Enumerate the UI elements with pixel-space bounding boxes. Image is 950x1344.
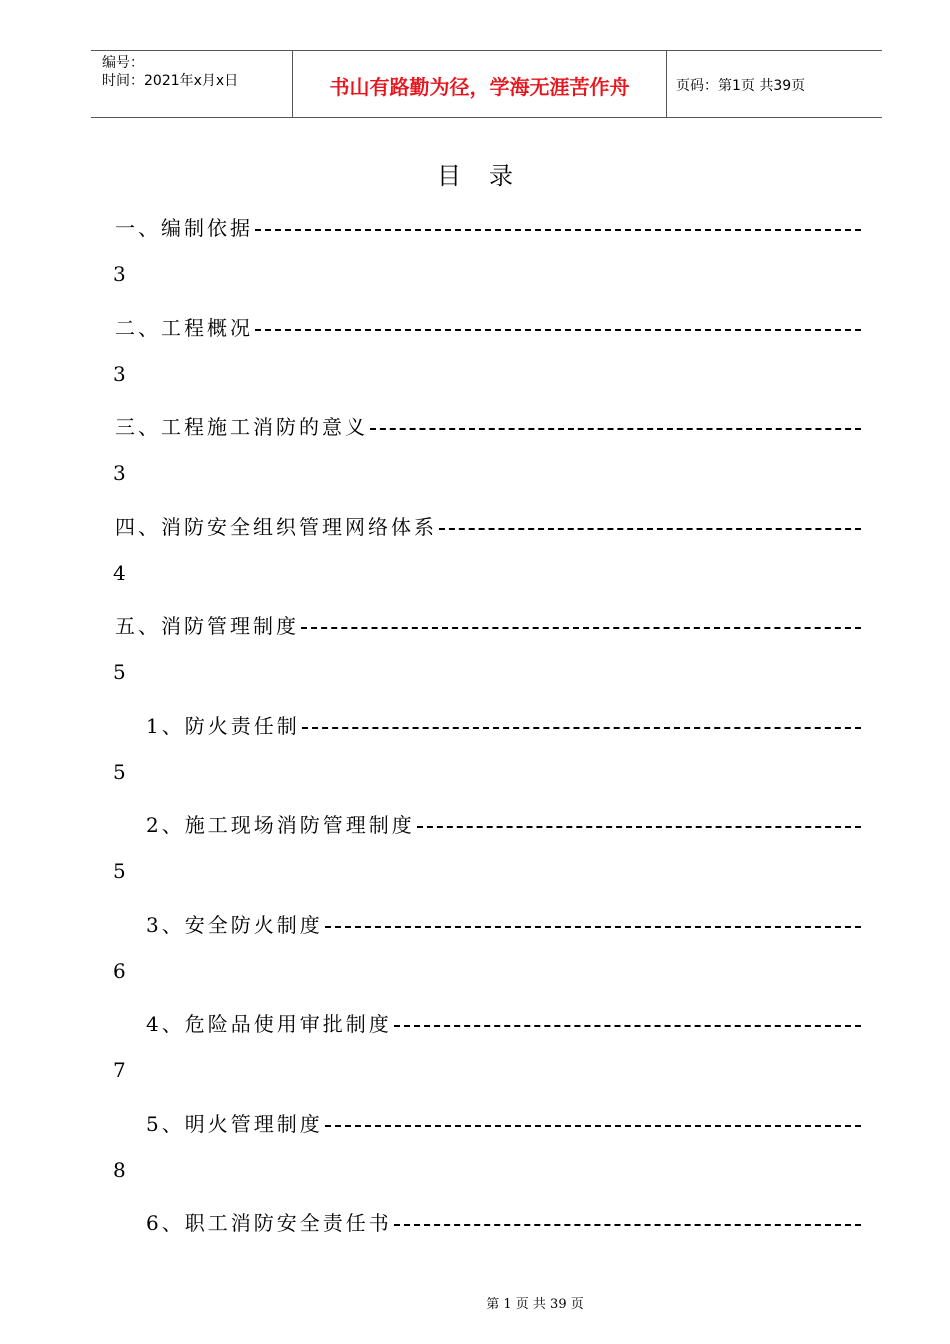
toc-page-number: 4 [113,561,126,585]
header-page-code: 页码：第1页 共39页 [676,78,806,94]
page-title: 目录 [437,162,541,190]
toc-leader-line [302,725,861,729]
toc-entry-label: 二、工程概况 [115,316,253,340]
toc-entry-label: 1、防火责任制 [146,714,300,738]
toc-leader-line [417,824,861,828]
toc-entry-label: 5、明火管理制度 [146,1112,323,1136]
toc-leader-line [394,1023,861,1027]
toc-page-number: 3 [113,362,126,386]
toc-page-number: 5 [113,760,126,784]
toc-entry[interactable] [146,909,861,939]
toc-entry[interactable] [115,411,861,441]
toc-entry[interactable] [146,1108,861,1138]
toc-leader-line [301,625,861,629]
toc-entry[interactable] [146,1008,861,1038]
toc-leader-line [325,1123,861,1127]
toc-page-number: 3 [113,461,126,485]
toc-entry[interactable] [115,312,861,342]
toc-leader-line [394,1222,861,1226]
toc-entry-label: 6、职工消防安全责任书 [146,1211,392,1235]
toc-entry-label: 三、工程施工消防的意义 [115,415,368,439]
toc-entry-label: 3、安全防火制度 [146,913,323,937]
toc-page-number: 6 [113,959,126,983]
toc-entry[interactable] [115,610,861,640]
toc-page-number: 7 [113,1058,126,1082]
serial-label: 编号： [102,55,144,71]
toc-leader-line [255,327,861,331]
time-label: 时间：2021年x月x日 [102,73,239,89]
toc-entry-label: 2、施工现场消防管理制度 [146,813,415,837]
toc-page-number: 3 [113,262,126,286]
toc-entry-label: 四、消防安全组织管理网络体系 [115,515,437,539]
toc-leader-line [370,426,861,430]
toc-entry[interactable] [146,809,861,839]
toc-entry[interactable] [115,212,861,242]
toc-entry-label: 4、危险品使用审批制度 [146,1012,392,1036]
page-footer: 第 1 页 共 39 页 [486,1297,584,1312]
toc-entry[interactable] [146,710,861,740]
toc-leader-line [439,526,861,530]
toc-entry-label: 一、编制依据 [115,216,253,240]
toc-entry-label: 五、消防管理制度 [115,614,299,638]
header-motto: 书山有路勤为径，学海无涯苦作舟 [293,51,667,117]
toc-entry[interactable] [146,1207,861,1237]
toc-leader-line [325,924,861,928]
toc-page-number: 8 [113,1158,126,1182]
toc-entry[interactable] [115,511,861,541]
toc-page-number: 5 [113,660,126,684]
toc-page-number: 5 [113,859,126,883]
toc-leader-line [255,227,861,231]
